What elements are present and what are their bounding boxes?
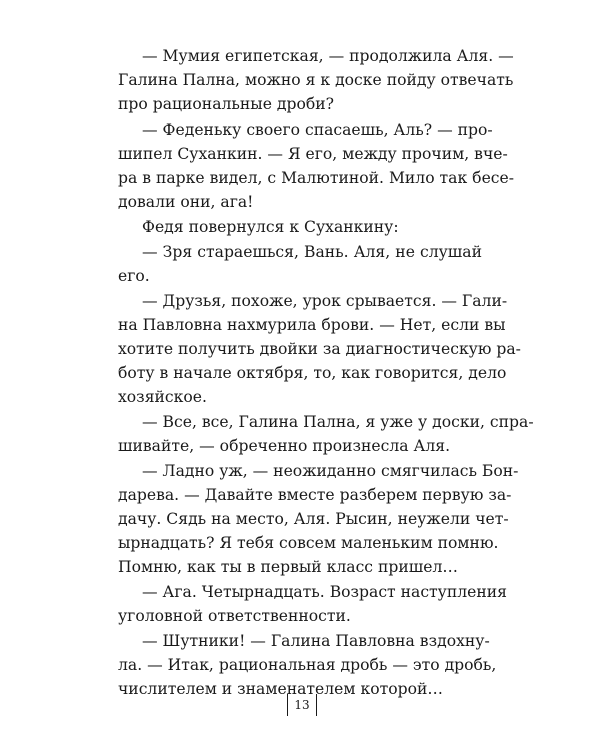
text-line: — Все, все, Галина Пална, я уже у доски, спра-: [142, 413, 534, 431]
text-line: про рациональные дроби?: [118, 95, 334, 113]
text-line: — Ага. Четырнадцать. Возраст наступления: [142, 583, 508, 601]
text-line: его.: [118, 267, 150, 285]
text-line: — Друзья, похоже, урок срывается. — Гали-: [142, 292, 508, 310]
text-line: числителем и знаменателем которой…: [118, 680, 443, 698]
text-line: Помню, как ты в первый класс пришел…: [118, 558, 458, 576]
text-line: шипел Суханкин. — Я его, между прочим, вче-: [118, 145, 508, 163]
text-line: ырнадцать? Я тебя совсем маленьким помню.: [118, 534, 499, 552]
text-line: дачу. Сядь на место, Аля. Рысин, неужели чет-: [118, 510, 509, 528]
text-line: — Зря стараешься, Вань. Аля, не слушай: [142, 243, 482, 261]
text-line: — Шутники! — Галина Павловна вздохну-: [142, 632, 490, 650]
text-line: — Мумия египетская, — продолжила Аля. —: [142, 47, 514, 65]
text-line: боту в начале октября, то, как говорится, дело: [118, 364, 507, 382]
text-line: — Феденьку своего спасаешь, Аль? — про-: [142, 121, 493, 139]
text-line: ла. — Итак, рациональная дробь — это дробь,: [118, 656, 497, 674]
text-line: хотите получить двойки за диагностическую ра-: [118, 340, 521, 358]
text-line: на Павловна нахмурила брови. — Нет, если вы: [118, 316, 506, 334]
page-number: 13: [287, 694, 317, 716]
text-line: Федя повернулся к Суханкину:: [142, 218, 399, 236]
text-line: — Ладно уж, — неожиданно смягчилась Бон-: [142, 462, 519, 480]
text-line: дарева. — Давайте вместе разберем первую за-: [118, 486, 512, 504]
text-line: хозяйское.: [118, 388, 207, 406]
text-line: ра в парке видел, с Малютиной. Мило так бесе-: [118, 169, 515, 187]
text-line: довали они, ага!: [118, 193, 254, 211]
text-line: шивайте, — обреченно произнесла Аля.: [118, 437, 451, 455]
text-line: уголовной ответственности.: [118, 607, 351, 625]
text-line: Галина Пална, можно я к доске пойду отвечать: [118, 71, 514, 89]
